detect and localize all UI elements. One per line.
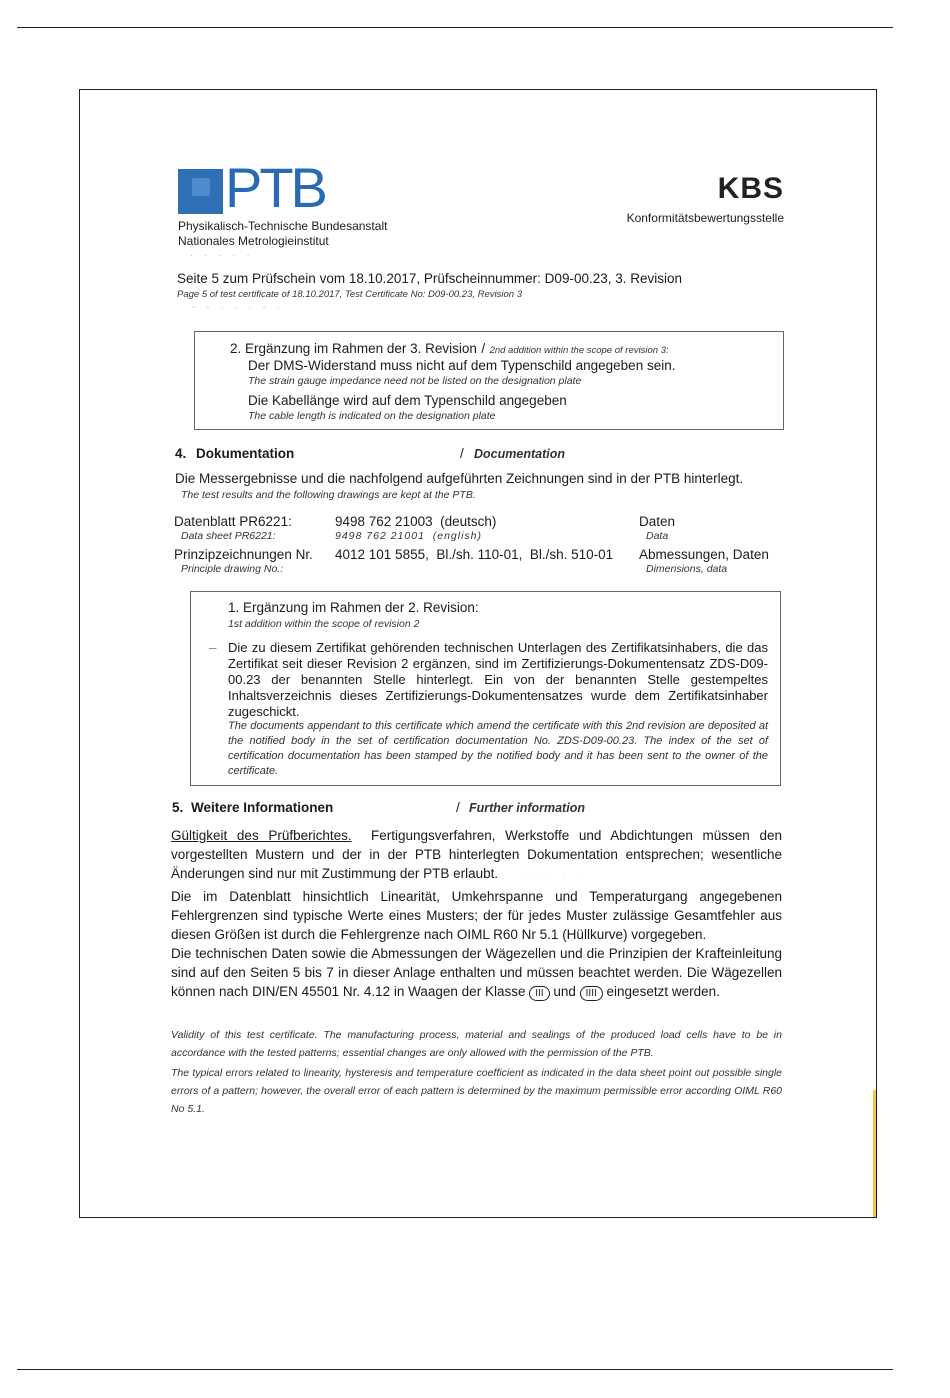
- ptb-logo-text: PTB: [225, 156, 325, 219]
- addition-1-title-en: 1st addition within the scope of revision 2: [228, 618, 420, 630]
- doc-row-2-label-de: Prinzipzeichnungen Nr.: [174, 547, 313, 562]
- scan-smudge: - - · · · - ·: [192, 302, 284, 313]
- section-5-sep: /: [456, 800, 460, 815]
- doc-row-2-desc-en: Dimensions, data: [646, 563, 728, 575]
- addition-2-line1-de: Der DMS-Widerstand muss nicht auf dem Typenschild angegeben sein.: [248, 358, 676, 373]
- doc-row-1-desc-en: Data: [646, 530, 669, 542]
- technical-data-text: Die technischen Daten sowie die Abmessungen der Wägezellen und die Prinzipien der Krafteinleitung sind auf den Seiten 5 bis 7 in dieser Anlage enthalten und müssen beachtet werden. Die Wägezellen können nach DIN/EN 45501 Nr. 4.12 in Waagen der Klasse: [171, 946, 782, 999]
- section-5-title-en: Further information: [469, 801, 585, 815]
- doc-row-1-value-de: 9498 762 21003 (deutsch): [335, 514, 497, 529]
- kbs-subtitle: Konformitätsbewertungsstelle: [626, 211, 784, 225]
- doc-row-1-label-en: Data sheet PR6221:: [181, 530, 276, 542]
- doc-row-1-desc-de: Daten: [639, 514, 676, 529]
- scanned-certificate-page: [79, 89, 877, 1218]
- addition-2-title: [230, 340, 669, 358]
- doc-row-1-label-de: Datenblatt PR6221:: [174, 514, 292, 529]
- section-4-title-de: Dokumentation: [196, 446, 295, 461]
- technical-data-paragraph: [171, 944, 782, 1001]
- validity-label: Gültigkeit des Prüfberichtes.: [171, 828, 352, 843]
- error-limits-paragraph: Die im Datenblatt hinsichtlich Linearität, Umkehrspanne und Temperaturgang angegebenen Fehlergrenzen sind typische Werte eines Musters; der für jedes Muster zulässige Gesamtfehler aus diesen Größen ist durch die Fehlergrenze nach OIML R60 Nr 5.1 (Hüllkurve) vorgegeben.: [171, 889, 782, 942]
- section-4-number: 4.: [175, 446, 187, 461]
- ptb-logo-icon: [178, 169, 223, 214]
- kbs-mark: KBS: [717, 172, 784, 205]
- addition-2-box: [194, 331, 784, 430]
- page-line-de: Seite 5 zum Prüfschein vom 18.10.2017, Prüfscheinnummer: D09-00.23, 3. Revision: [177, 271, 683, 286]
- addition-1-body-de: Die zu diesem Zertifikat gehörenden technischen Unterlagen des Zertifikatsinhabers, die das Zertifikat seit dieser Revision 2 ergänzen, sind im Zertifizierungs-Dokumentensatz ZDS-D09-00.23 der benannten Stelle hinterlegt. Ein von der benannten Stelle gestempeltes Inhaltsverzeichnis dieses Zertifizierungs-Dokumentensatzes wurde dem Zertifikatsinhaber zugeschickt.: [228, 640, 768, 719]
- accuracy-class-iiii: IIII: [580, 986, 603, 1001]
- doc-row-2-value-de: 4012 101 5855, Bl./sh. 110-01, Bl./sh. 510-01: [335, 547, 614, 562]
- scan-smudge: · · · · ·: [190, 250, 254, 261]
- scan-smudge: · · · · ·: [520, 872, 584, 883]
- validity-paragraph: [171, 826, 782, 883]
- top-rule: [17, 27, 893, 28]
- bottom-rule: [17, 1369, 893, 1370]
- validity-paragraph-en: Validity of this test certificate. The manufacturing process, material and sealings of the produced load cells have to be in accordance with the tested patterns; essential changes are only allowed with the permission of the PTB.: [171, 1029, 782, 1059]
- section-5-title-de: Weitere Informationen: [191, 800, 334, 815]
- addition-1-body-en: The documents appendant to this certificate which amend the certificate with this 2nd revision are deposited at the notified body in the set of certification documentation No. ZDS-D09-00.23. The index of the set of certification documentation has been stamped by the notified body and it has been sent to the owner of the certificate.: [228, 720, 768, 777]
- technical-data-end: eingesetzt werden.: [606, 984, 720, 999]
- section-4-intro-en: The test results and the following drawings are kept at the PTB.: [181, 489, 476, 501]
- doc-row-1-value-en: 9498 762 21001 (english): [335, 530, 483, 542]
- section-4-sep: /: [460, 446, 464, 461]
- addition-2-title-de: 2. Ergänzung im Rahmen der 3. Revision: [230, 341, 477, 356]
- error-limits-paragraph-en: The typical errors related to linearity, hysteresis and temperature coefficient as indicated in the data sheet point out possible single errors of a pattern; however, the overall error of each pattern is determined by the maximum permissible error according OIML R60 No 5.1.: [171, 1067, 782, 1115]
- section-4-intro-de: Die Messergebnisse und die nachfolgend aufgeführten Zeichnungen sind in der PTB hinterlegt.: [175, 471, 744, 486]
- technical-data-and: und: [553, 984, 576, 999]
- addition-1-box: [190, 591, 781, 786]
- page-line-en: Page 5 of test certificate of 18.10.2017, Test Certificate No: D09-00.23, Revision 3: [177, 289, 523, 300]
- addition-2-title-en: 2nd addition within the scope of revision 3:: [489, 345, 669, 356]
- addition-1-bullet: –: [209, 640, 217, 655]
- addition-1-title-de: 1. Ergänzung im Rahmen der 2. Revision:: [228, 600, 479, 615]
- doc-row-2-desc-de: Abmessungen, Daten: [639, 547, 769, 562]
- scan-edge-mark: [873, 1090, 876, 1218]
- validity-text: Fertigungsverfahren, Werkstoffe und Abdichtungen müssen den vorgestellten Mustern und der in der PTB hinterlegten Dokumentation entsprechen; wesentliche Änderungen sind nur mit Zustimmung der PTB erlaubt.: [171, 828, 782, 881]
- institute-subtitle: Nationales Metrologieinstitut: [178, 234, 329, 248]
- doc-row-2-label-en: Principle drawing No.:: [181, 563, 284, 575]
- addition-2-line2-de: Die Kabellänge wird auf dem Typenschild angegeben: [248, 393, 567, 408]
- section-5-number: 5.: [172, 800, 184, 815]
- institute-name: Physikalisch-Technische Bundesanstalt: [178, 219, 388, 233]
- addition-2-line2-en: The cable length is indicated on the designation plate: [248, 410, 496, 422]
- addition-2-sep: /: [481, 341, 486, 356]
- addition-2-line1-en: The strain gauge impedance need not be listed on the designation plate: [248, 375, 582, 387]
- section-4-title-en: Documentation: [474, 447, 565, 461]
- accuracy-class-iii: III: [529, 986, 549, 1001]
